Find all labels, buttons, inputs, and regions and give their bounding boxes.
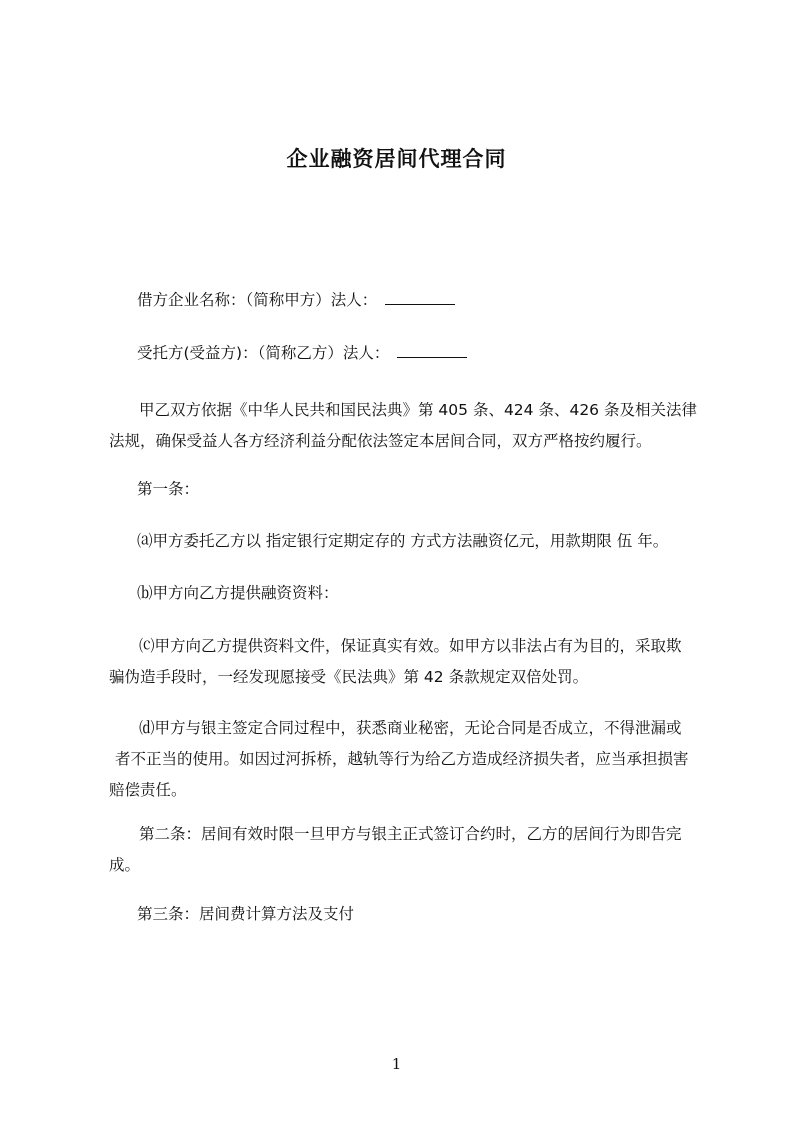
trustee-line	[137, 341, 467, 365]
intro-paragraph	[109, 395, 709, 457]
trustee-label: 受托方(受益方)：（简称乙方）法人：	[137, 344, 390, 362]
article1-heading: 第一条：	[137, 480, 200, 498]
article2-paragraph	[109, 819, 709, 881]
clause-c-paragraph	[109, 631, 709, 693]
intro-line-1: 甲乙双方依据《中华人民共和国民法典》第 405 条、424 条、426 条及相关法律	[139, 401, 697, 419]
document-title: 企业融资居间代理合同	[286, 147, 507, 171]
borrower-label: 借方企业名称：（简称甲方）法人：	[137, 291, 378, 309]
borrower-line	[137, 288, 455, 312]
clause-d-line-1: ⒟甲方与银主签定合同过程中，获悉商业秘密，无论合同是否成立，不得泄漏或	[139, 719, 682, 737]
clause-d-line-2: 者不正当的使用。如因过河拆桥，越轨等行为给乙方造成经济损失者，应当承担损害	[115, 750, 689, 768]
clause-d-paragraph	[109, 713, 709, 806]
clause-c-line-2: 骗伪造手段时，一经发现愿接受《民法典》第 42 条款规定双倍处罚。	[109, 668, 589, 686]
clause-a: ⒜甲方委托乙方以 指定银行定期定存的 方式方法融资亿元，用款期限 伍 年。	[137, 532, 669, 550]
clause-c-line-1: ⒞甲方向乙方提供资料文件，保证真实有效。如甲方以非法占有为目的，采取欺	[139, 637, 682, 655]
article2-line-1: 第二条：居间有效时限一旦甲方与银主正式签订合约时，乙方的居间行为即告完	[139, 825, 682, 843]
borrower-legal-person-blank	[385, 290, 455, 305]
clause-b: ⒝甲方向乙方提供融资资料：	[137, 584, 339, 602]
page-number: 1	[391, 1055, 402, 1073]
trustee-legal-person-blank	[397, 343, 467, 358]
clause-d-line-3: 赔偿责任。	[109, 781, 187, 799]
article3-heading: 第三条：居间费计算方法及支付	[137, 905, 355, 923]
intro-line-2: 法规，确保受益人各方经济利益分配依法签定本居间合同，双方严格按约履行。	[109, 432, 652, 450]
article2-line-2: 成。	[109, 856, 141, 874]
